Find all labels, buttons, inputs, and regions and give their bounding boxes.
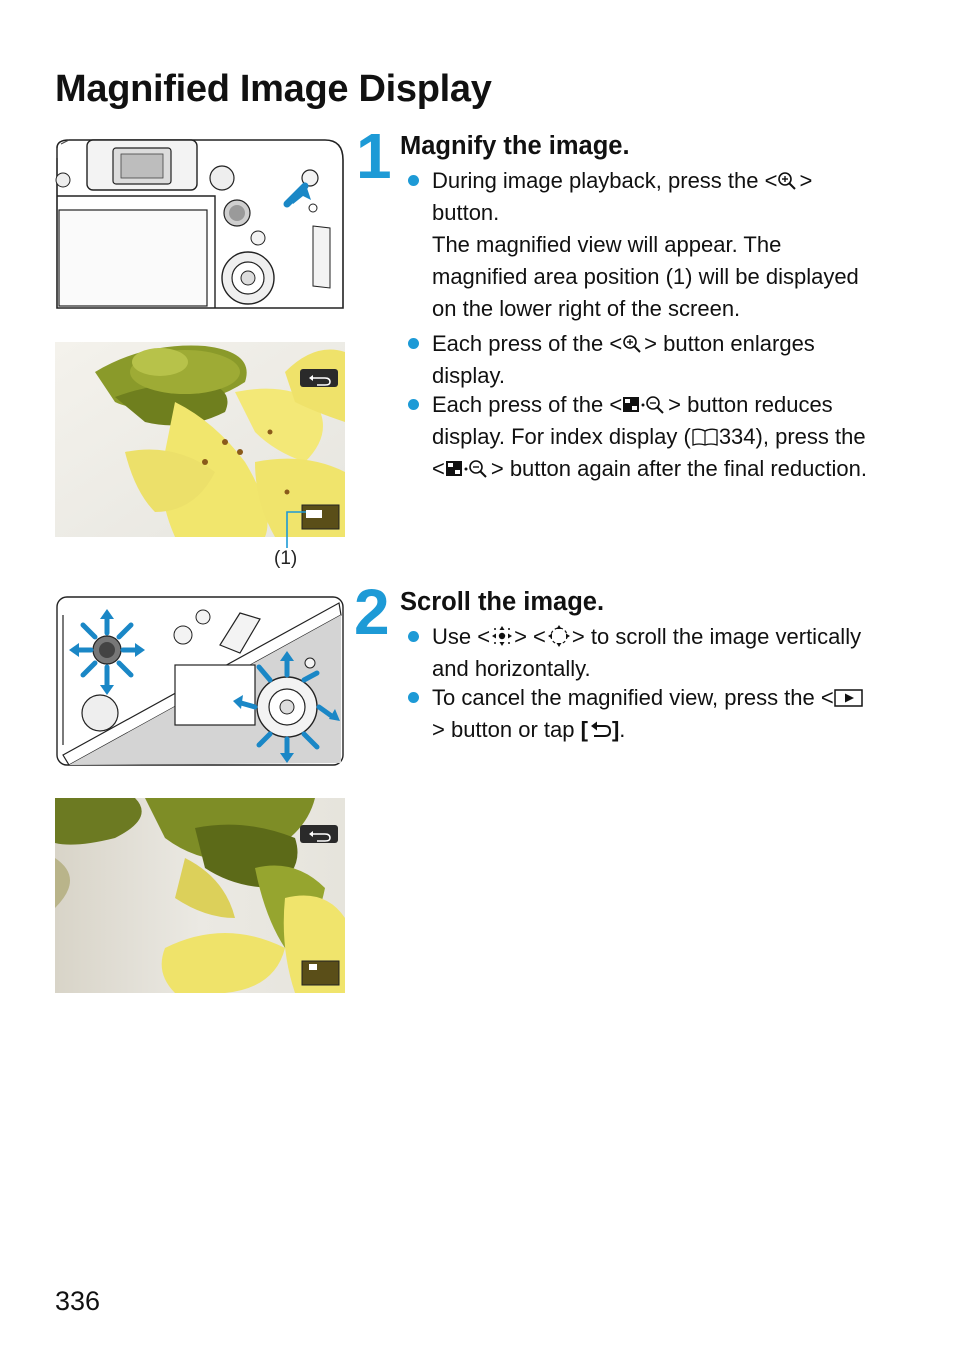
magnify-plus-icon — [777, 169, 799, 198]
bullet-text: Each press of the < — [432, 392, 623, 417]
bullet-text: To cancel the magnified view, press the < — [432, 685, 834, 710]
index-reduce-icon — [445, 457, 491, 486]
page-reference[interactable]: 334 — [718, 424, 756, 449]
camera-back-magnify-illustration — [55, 138, 345, 310]
step-1-bullet-1 — [400, 166, 870, 325]
step-1-heading: Magnify the image. — [400, 132, 630, 160]
step-1-bullet-3 — [400, 390, 870, 486]
camera-scroll-controls-illustration — [55, 595, 345, 767]
bullet-text: > button enlarges display. — [432, 331, 815, 388]
callout-line — [284, 510, 314, 550]
bullet-text: Use < — [432, 624, 491, 649]
magnified-photo-1 — [55, 342, 345, 537]
return-icon — [588, 718, 612, 747]
bullet-text: > button. — [432, 168, 813, 225]
quick-control-dial-icon — [546, 625, 572, 654]
page-number: 336 — [55, 1286, 101, 1316]
bullet-text: > < — [514, 624, 546, 649]
bullet-text: During image playback, press the < — [432, 168, 778, 193]
magnified-area-callout-label: (1) — [274, 548, 298, 569]
step-1-list — [400, 166, 870, 486]
bullet-text: > to scroll the image vertically and horizontally. — [432, 624, 862, 681]
bullet-text: > button again after the final reduction. — [490, 456, 867, 481]
magnify-plus-icon — [622, 332, 644, 361]
step-1-bullet-2 — [400, 329, 870, 390]
magnified-photo-2 — [55, 798, 345, 993]
bullet-text: Each press of the < — [432, 331, 623, 356]
multi-controller-icon — [490, 625, 514, 654]
step-2-heading: Scroll the image. — [400, 588, 605, 616]
bracket-close: ] — [611, 717, 620, 742]
page-title: Magnified Image Display — [55, 68, 492, 110]
book-reference-icon — [691, 425, 719, 454]
playback-icon — [834, 686, 864, 715]
bullet-text: . — [619, 717, 626, 742]
step-1-bullet-1-continuation: The magnified view will appear. The magnified area position (1) will be displayed on the lower right of the screen. — [432, 232, 859, 321]
step-2-list — [400, 622, 870, 747]
step-1-number: 1 — [356, 120, 390, 192]
bullet-text: ), press the < — [432, 424, 866, 481]
step-2-bullet-2 — [400, 683, 870, 747]
step-2-bullet-1 — [400, 622, 870, 683]
index-reduce-icon — [622, 393, 668, 422]
bullet-text: > button or tap — [432, 717, 581, 742]
bullet-text: > button reduces display. For index display ( — [432, 392, 833, 449]
bracket-open: [ — [580, 717, 588, 742]
step-2-number: 2 — [354, 576, 388, 648]
